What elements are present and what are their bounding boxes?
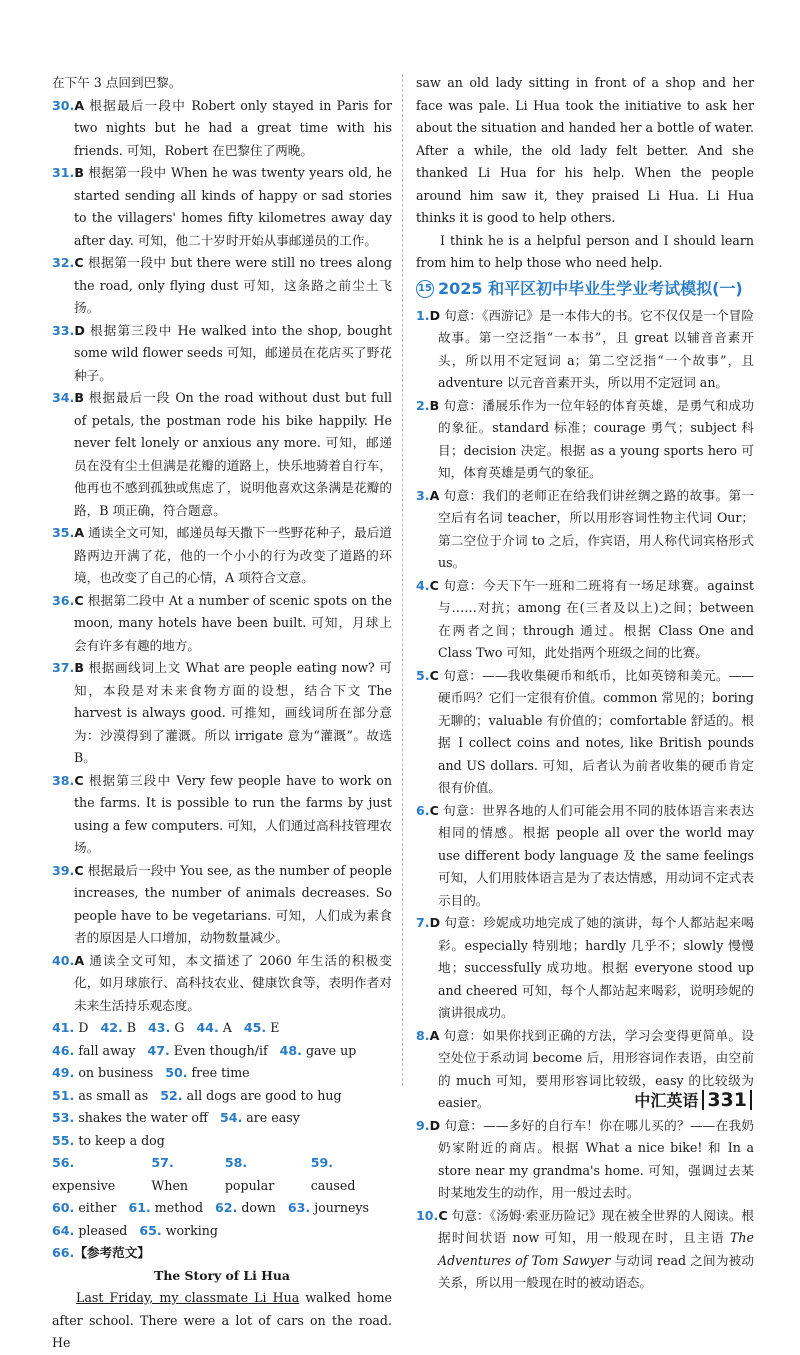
answer-letter: B <box>429 397 440 413</box>
page-number: 331 <box>702 1090 752 1110</box>
brief-answer-row <box>52 1197 392 1220</box>
answer-letter: A <box>74 525 85 540</box>
answer-item <box>416 395 754 485</box>
brief-answer <box>52 1130 165 1153</box>
answer-explanation: 根据最后一段中 Robert only stayed in Paris for two nights but he had a great time with his friends. 可知，Robert 在巴黎住了两晚。 <box>74 97 392 158</box>
essay-title: The Story of Li Hua <box>154 1267 290 1283</box>
answer-number: 4. <box>416 577 430 593</box>
brief-answer <box>288 1197 369 1220</box>
answer-explanation: 根据第二段中 At a number of scenic spots on the moon, many hotels have been built. 可知，月球上会有许多有趣的地方。 <box>74 592 392 653</box>
answer-value: When <box>151 1177 189 1193</box>
answer-letter: A <box>74 952 85 968</box>
answer-explanation: 通读全文可知，本文描述了 2060 年生活的积极变化，如月球旅行、高科技农业、健康饮食等，表明作者对未来生活持乐观态度。 <box>74 952 392 1013</box>
answer-explanation: 通读全文可知，邮递员每天撒下一些野花种子，最后道路两边开满了花，他的一个小小的行为改变了道路的环境，也改变了自己的心情，A 项符合文意。 <box>74 525 392 585</box>
answer-number: 48. <box>279 1042 302 1058</box>
underlined-phrase: Last Friday, my classmate Li Hua <box>76 1290 300 1305</box>
answer-value: A <box>222 1020 232 1035</box>
brief-answer <box>220 1107 300 1130</box>
answer-item <box>416 1115 754 1205</box>
answer-number: 8. <box>416 1027 430 1043</box>
answer-number: 39. <box>52 862 75 878</box>
answer-letter: D <box>74 322 85 338</box>
answer-explanation: 根据最后一段中 You see, as the number of people increases, the number of animals decreases. So people have to be vegetarians. 可知，人们成为素食者的原因是人口增加，动物数量减少。 <box>74 862 392 945</box>
answer-number: 35. <box>52 525 75 540</box>
answer-number: 60. <box>52 1200 75 1215</box>
brief-answer <box>215 1197 276 1220</box>
answer-letter: C <box>429 802 439 818</box>
brief-answer <box>128 1197 203 1220</box>
left-answer-list <box>52 95 392 1018</box>
answer-value: caused <box>310 1177 356 1193</box>
brief-answer <box>165 1062 249 1085</box>
answer-number: 31. <box>52 165 75 180</box>
brief-answer-row <box>52 1220 392 1243</box>
brief-answer <box>52 1017 88 1040</box>
answer-explanation: 句意：潘展乐作为一位年轻的体育英雄，是勇气和成功的象征。standard 标准；courage 勇气；subject 科目；decision 决定。根据 as a young sports hero 可知，体育英雄是勇气的象征。 <box>438 397 754 480</box>
brief-answer-row <box>52 1017 392 1040</box>
essay-paragraph: I think he is a helpful person and I should learn from him to help those who need help. <box>416 232 754 270</box>
essay-text: walked home after school. There were a lot of cars on the road. He <box>52 1290 392 1350</box>
answer-number: 40. <box>52 952 75 968</box>
answer-number: 53. <box>52 1110 75 1125</box>
answer-number: 56. <box>52 1155 75 1170</box>
answer-number: 37. <box>52 660 75 675</box>
right-column <box>416 72 754 1295</box>
right-answer-list <box>416 305 754 1295</box>
answer-number: 42. <box>100 1020 123 1035</box>
answer-item <box>52 770 392 860</box>
answer-number: 45. <box>243 1020 267 1035</box>
brief-answer-row <box>52 1062 392 1085</box>
answer-letter: D <box>429 307 441 323</box>
brief-answer-row <box>52 1152 392 1197</box>
brief-answer-row <box>52 1130 392 1153</box>
answer-item <box>416 665 754 800</box>
brief-answer <box>151 1152 212 1197</box>
brief-answer <box>139 1220 218 1243</box>
answer-value: either <box>78 1200 117 1215</box>
brief-answer <box>100 1017 136 1040</box>
answer-number: 6. <box>416 802 430 818</box>
brief-answer <box>147 1040 267 1063</box>
book-title-italic: The Adventures of Tom Sawyer <box>438 1230 754 1268</box>
answer-letter: B <box>74 390 84 405</box>
answer-letter: C <box>74 592 84 608</box>
answer-item <box>416 485 754 575</box>
essay-paragraph <box>52 1287 392 1355</box>
answer-item <box>52 252 392 320</box>
brief-answer <box>52 1085 148 1108</box>
answer-letter: B <box>74 165 84 180</box>
answer-number: 2. <box>416 397 430 413</box>
answer-value: on business <box>78 1065 154 1080</box>
answer-number: 9. <box>416 1117 430 1133</box>
answer-number: 46. <box>52 1042 75 1058</box>
brief-answer <box>52 1197 116 1220</box>
answer-item <box>52 387 392 522</box>
answer-number: 63. <box>287 1200 311 1215</box>
answer-number: 51. <box>52 1087 75 1103</box>
left-column <box>52 72 392 1355</box>
answer-number: 49. <box>52 1065 75 1080</box>
answer-item <box>416 305 754 395</box>
answer-number: 54. <box>219 1110 243 1125</box>
answer-number: 32. <box>52 255 75 270</box>
essay-body-continued <box>416 230 754 275</box>
answer-explanation: 根据第一段中 When he was twenty years old, he started sending all kinds of happy or sad stories to the villagers' homes fifty kilometres away day after day. 可知，他二十岁时开始从事邮递员的工作。 <box>74 165 392 248</box>
answer-value: free time <box>191 1065 250 1080</box>
answer-explanation: 句意：《汤姆·索亚历险记》现在被全世界的人阅读。根据时间状语 now 可知，用一般现在时，且主语 <box>438 1207 754 1245</box>
answer-value: G <box>174 1020 185 1035</box>
essay-body <box>52 1287 392 1355</box>
column-divider <box>402 74 403 1086</box>
brief-answer-row <box>52 1085 392 1108</box>
answer-letter: A <box>74 97 85 113</box>
answer-letter: C <box>74 862 84 878</box>
answer-letter: D <box>429 1117 441 1133</box>
answer-number: 5. <box>416 667 430 683</box>
answer-number: 30. <box>52 97 75 113</box>
answer-number: 62. <box>215 1200 238 1215</box>
answer-value: down <box>241 1200 276 1215</box>
brief-answer-row <box>52 1040 392 1063</box>
answer-item <box>416 800 754 913</box>
section-title-text: 2025 和平区初中毕业生学业考试模拟(一) <box>438 278 743 298</box>
reference-essay-heading <box>52 1242 392 1265</box>
page-footer <box>634 1088 752 1111</box>
answer-item <box>52 950 392 1018</box>
answer-item <box>52 657 392 770</box>
brief-answer <box>280 1040 357 1063</box>
answer-number: 47. <box>147 1042 170 1058</box>
answer-explanation: 句意：《西游记》是一本伟大的书。它不仅仅是一个冒险故事。第一空泛指“一本书”，且 great 以辅音音素开头，所以用不定冠词 a；第二空泛指“一个故事”，且 adventure 以元音音素开头，所以用不定冠词 an。 <box>438 307 754 390</box>
answer-letter: C <box>74 772 84 788</box>
answer-explanation: 句意：如果你找到正确的方法，学习会变得更简单。设空处位于系动词 become 后，用形容词作表语，由空前的 much 可知，要用形容词比较级，easy 的比较级为 easier。 <box>438 1027 754 1110</box>
answer-value: pleased <box>78 1222 128 1238</box>
answer-value: expensive <box>52 1177 116 1193</box>
answer-explanation: 句意：——我收集硬币和纸币，比如英镑和美元。——硬币吗？它们一定很有价值。common 常见的；boring 无聊的；valuable 有价值的；comfortable 舒适的。根据 I collect coins and notes, like British pounds and US dollars. 可知，后者认为前者收集的硬币肯定很有价值。 <box>438 667 754 795</box>
answer-value: as small as <box>78 1087 149 1103</box>
answer-number: 55. <box>52 1132 75 1148</box>
answer-value: working <box>165 1222 218 1238</box>
answer-explanation: 根据第三段中 He walked into the shop, bought some wild flower seeds 可知，邮递员在花店买了野花种子。 <box>74 322 392 383</box>
answer-letter: D <box>429 915 441 930</box>
answer-number: 66. <box>52 1245 75 1260</box>
brief-answer <box>311 1152 380 1197</box>
answer-number: 10. <box>416 1207 439 1223</box>
answer-value: Even though/if <box>173 1042 268 1058</box>
answer-value: popular <box>224 1177 275 1193</box>
answer-number: 38. <box>52 772 75 788</box>
answer-explanation: 句意：今天下午一班和二班将有一场足球赛。against 与……对抗；among 在(三者及以上)之间；between 在两者之间；through 通过。根据 Class One and Class Two 可知，此处指两个班级之间的比赛。 <box>438 577 754 660</box>
answer-letter: C <box>429 667 439 683</box>
answer-explanation: 根据第三段中 Very few people have to work on the farms. It is possible to run the farms by just using a few computers. 可知，人们通过高科技管理农场。 <box>74 772 392 855</box>
answer-explanation: 句意：——多好的自行车！你在哪儿买的？——在我奶奶家附近的商店。根据 What a nice bike! 和 In a store near my grandma's home. 可知，强调过去某时某地发生的动作，用一般过去时。 <box>438 1117 754 1200</box>
answer-value: E <box>270 1020 280 1035</box>
continued-text: 在下午 3 点回到巴黎。 <box>52 75 182 90</box>
brief-answer <box>160 1085 341 1108</box>
brief-answer <box>52 1220 127 1243</box>
brief-answer <box>148 1017 184 1040</box>
brief-answer <box>196 1017 231 1040</box>
answer-number: 61. <box>128 1200 151 1215</box>
brief-answer <box>52 1062 153 1085</box>
section-number-badge: 15 <box>416 280 434 298</box>
answer-item <box>416 575 754 665</box>
answer-explanation: 句意：我们的老师正在给我们讲丝绸之路的故事。第一空后有名词 teacher，所以用形容词性物主代词 Our；第二空位于介词 to 之后，作宾语，用人称代词宾格形式 us。 <box>438 487 754 570</box>
answer-value: D <box>78 1020 89 1035</box>
answer-explanation: 与动词 read 之间为被动关系，所以用一般现在时的被动语态。 <box>438 1252 754 1290</box>
answer-number: 59. <box>310 1155 334 1170</box>
answer-value: fall away <box>78 1042 136 1058</box>
section-title <box>416 277 754 301</box>
answer-value: are easy <box>246 1110 300 1125</box>
answer-number: 1. <box>416 307 430 323</box>
answer-explanation: 根据最后一段 On the road without dust but full of petals, the postman rode his bike happily. He never felt lonely or anxious any more. 可知，邮递员在没有尘土但满是花瓣的道路上，快乐地骑着自行车，他再也不感到孤独或焦虑了，说明他喜欢这条满是花瓣的路，B 项正确，符合题意。 <box>74 390 392 518</box>
answer-letter: C <box>438 1207 448 1223</box>
answer-number: 65. <box>139 1222 162 1238</box>
answer-letter: C <box>74 255 84 270</box>
answer-number: 43. <box>148 1020 171 1035</box>
answer-value: method <box>154 1200 204 1215</box>
brief-answer <box>52 1040 135 1063</box>
answer-number: 33. <box>52 322 75 338</box>
book-title: 中汇英语 <box>634 1091 699 1110</box>
answer-number: 57. <box>151 1155 174 1170</box>
brief-answer-list <box>52 1017 392 1242</box>
answer-number: 58. <box>224 1155 248 1170</box>
answer-explanation: 根据画线词上文 What are people eating now? 可知，本段是对未来食物方面的设想，结合下文 The harvest is always good. 可推知，画线词所在部分意为：沙漠得到了灌溉。所以 irrigate 意为“灌溉”。故选 B。 <box>74 660 392 765</box>
answer-item <box>416 1205 754 1295</box>
answer-item <box>52 860 392 950</box>
brief-answer <box>225 1152 299 1197</box>
answer-number: 52. <box>160 1087 183 1103</box>
answer-explanation: 根据第一段中 but there were still no trees along the road, only flying dust 可知，这条路之前尘土飞扬。 <box>74 255 392 315</box>
answer-letter: A <box>429 487 440 503</box>
answer-number: 50. <box>165 1065 188 1080</box>
essay-continued: saw an old lady sitting in front of a shop and her face was pale. Li Hua took the initiative to ask her about the situation and handed her a bottle of water. After a while, the old lady felt better. And she thanked Li Hua for his help. When the people around him saw it, they praised Li Hua. Li Hua thinks it is good to help others. <box>416 75 754 225</box>
brief-answer <box>52 1107 208 1130</box>
answer-number: 34. <box>52 390 75 405</box>
answer-value: gave up <box>305 1042 357 1058</box>
answer-explanation: 句意：珍妮成功地完成了她的演讲，每个人都站起来喝彩。especially 特别地；hardly 几乎不；slowly 慢慢地；successfully 成功地。根据 everyone stood up and cheered 可知，每个人都站起来喝彩，说明珍妮的演讲很成功。 <box>438 915 754 1020</box>
answer-letter: A <box>429 1027 440 1043</box>
answer-letter: C <box>429 577 439 593</box>
answer-item <box>52 95 392 163</box>
answer-number: 7. <box>416 915 430 930</box>
answer-number: 44. <box>196 1020 219 1035</box>
answer-value: to keep a dog <box>78 1132 165 1148</box>
answer-letter: B <box>74 660 84 675</box>
answer-item <box>52 320 392 388</box>
brief-answer-row <box>52 1107 392 1130</box>
answer-number: 36. <box>52 592 75 608</box>
brief-answer <box>244 1017 280 1040</box>
answer-number: 3. <box>416 487 430 503</box>
answer-value: B <box>126 1020 137 1035</box>
answer-value: shakes the water off <box>78 1110 208 1125</box>
brief-answer <box>52 1152 139 1197</box>
answer-value: all dogs are good to hug <box>186 1087 342 1103</box>
answer-value: journeys <box>314 1200 369 1215</box>
answer-number: 64. <box>52 1222 75 1238</box>
answer-explanation: 句意：世界各地的人们可能会用不同的肢体语言来表达相同的情感。根据 people all over the world may use different body language 及 the same feelings 可知，人们用肢体语言是为了表达情感，用动词不定式表示目的。 <box>438 802 754 908</box>
answer-item <box>416 912 754 1025</box>
answer-item <box>52 522 392 590</box>
answer-item <box>52 162 392 252</box>
answer-number: 41. <box>52 1020 75 1035</box>
answer-item <box>52 590 392 658</box>
reference-label: 【参考范文】 <box>74 1245 150 1260</box>
